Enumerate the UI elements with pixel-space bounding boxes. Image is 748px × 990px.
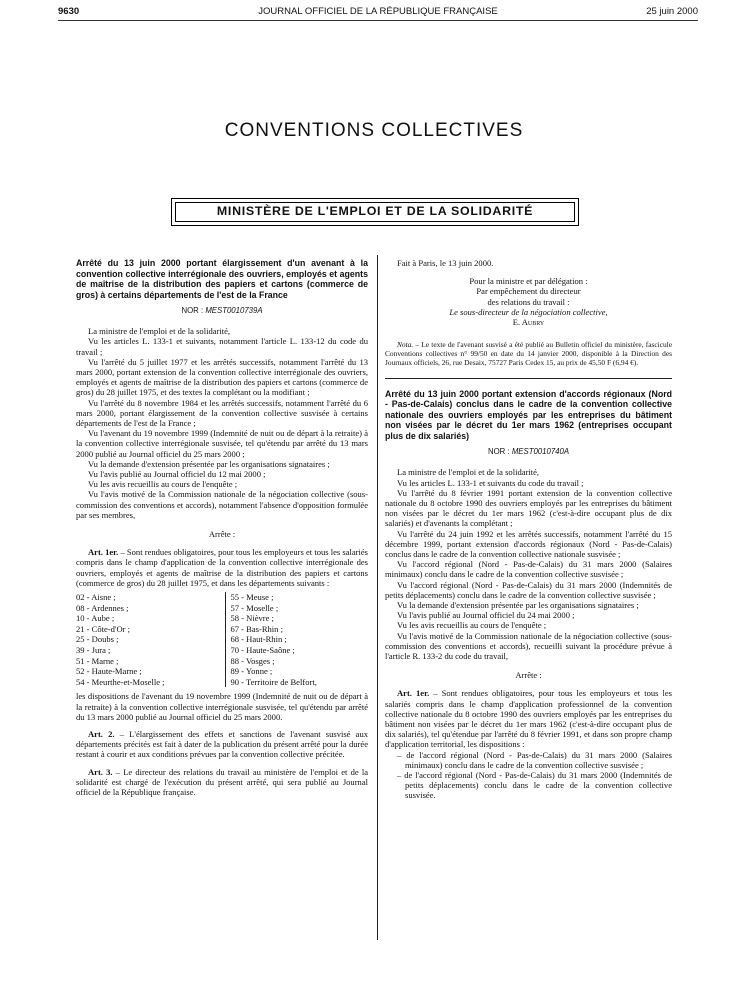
- arrete-heading: Arrête :: [208, 529, 236, 540]
- preamble-item: Vu l'arrêté du 8 novembre 1984 et les arrêtés successifs, notamment l'arrêté du 6 mars 2000, portant élargissement de la convention collective susvisée à certains départements de l'est de la France ;: [76, 397, 368, 429]
- header-rule: [58, 20, 698, 21]
- done-at: Fait à Paris, le 13 juin 2000.: [397, 258, 494, 268]
- issue-date: 25 juin 2000: [646, 6, 698, 17]
- signatory-name: E. Aubry: [512, 317, 545, 328]
- preamble-item: Vu l'arrêté du 5 juillet 1977 et les arrêtés successifs, notamment l'arrêté du 13 mars 2000, portant extension de la convention collective interrégionale des ouvriers, employés et agents de maîtrise de la distribution des papiers et cartons (commerce de gros) du 28 juillet 1975, et des textes la complétant ou la modifiant ;: [76, 356, 368, 398]
- preamble-intro: La ministre de l'emploi et de la solidarité,: [88, 326, 231, 337]
- journal-title: JOURNAL OFFICIEL DE LA RÉPUBLIQUE FRANÇAISE: [258, 6, 498, 17]
- disposition-item: – de l'accord régional (Nord - Pas-de-Calais) du 31 mars 2000 (Indemnités de petits déplacements) conclu dans le cadre de la convention collective susvisée.: [397, 770, 672, 801]
- department-item: 02 - Aisne ;: [76, 592, 116, 603]
- preamble-item: Vu l'arrêté du 24 juin 1992 et les arrêtés successifs, notamment l'arrêté du 15 décembre 1999, portant extension d'accords régionaux (Nord - Pas-de-Calais) conclus dans le cadre de la convention collective nationale susvisée ;: [385, 528, 672, 559]
- department-item: 88 - Vosges ;: [230, 655, 275, 666]
- article-1: Art. 1er. – Sont rendues obligatoires, pour tous les employeurs et tous les salariés compris dans le champ d'application de la convention collective interrégionale des ouvriers, employés et agents de maîtrise de la distribution des papiers et cartons (commerce de gros) du 28 juillet 1975, et dans les départements suivants :: [76, 547, 368, 588]
- dispositions-list: [385, 750, 672, 801]
- arrete-title: Arrêté du 13 juin 2000 portant extension d'accords régionaux (Nord - Pas-de-Calais) conclus dans le cadre de la convention collective nationale des ouvriers employés par les entreprises du bâtiment non visées par le décret du 1er mars 1962 (entreprises occupant plus de dix salariés): [385, 388, 672, 441]
- department-item: 08 - Ardennes ;: [76, 602, 129, 613]
- preamble-item: Vu l'avenant du 19 novembre 1999 (Indemnité de nuit ou de départ à la retraite) à la convention collective interrégionale susvisée, tel qu'étendu par arrêté du 13 mars 2000 publié au Journal officiel du 25 mars 2000 ;: [76, 428, 368, 459]
- department-item: 55 - Meuse ;: [230, 592, 274, 603]
- nor-code: MEST0010740A: [511, 447, 570, 457]
- article-label: Art. 1er.: [88, 547, 119, 558]
- preamble-item: Vu la demande d'extension présentée par les organisations signataires ;: [397, 599, 639, 610]
- preamble-item: Vu l'avis motivé de la Commission nationale de la négociation collective (sous-commission des conventions et accords), recueilli suivant la procédure prévue à l'article R. 133-2 du code du travail,: [385, 630, 672, 661]
- department-item: 90 - Territoire de Belfort,: [230, 676, 317, 687]
- section-title: CONVENTIONS COLLECTIVES: [224, 120, 524, 141]
- nor-reference: [385, 447, 672, 457]
- page-header: [58, 6, 698, 20]
- disposition-item: – de l'accord régional (Nord - Pas-de-Calais) du 31 mars 2000 (Salaires minimaux) conclu dans le cadre de la convention collective susvisée ;: [397, 749, 672, 770]
- preamble-item: Vu l'accord régional (Nord - Pas-de-Calais) du 31 mars 2000 (Indemnités de petits déplacements) conclu dans le cadre de la convention collective susvisée ;: [385, 579, 672, 600]
- nota: Nota. – Le texte de l'avenant susvisé a été publié au Bulletin officiel du ministère, fascicule Conventions collectives n° 99/50 en date du 14 janvier 2000, disponible à la Direction des Journaux officiels, 26, rue Desaix, 75727 Paris Cedex 15, au prix de 45,50 F (6,94 €).: [385, 340, 672, 367]
- department-item: 21 - Côte-d'Or ;: [76, 623, 130, 634]
- nor-reference: [76, 306, 368, 316]
- preamble-intro: La ministre de l'emploi et de la solidarité,: [397, 467, 540, 478]
- signature-block: [385, 276, 672, 307]
- signatory-role: Le sous-directeur de la négociation collective,: [449, 306, 608, 317]
- right-column: [385, 258, 672, 801]
- column-divider: [377, 255, 378, 940]
- preamble-item: Vu l'arrêté du 8 février 1991 portant extension de la convention collective nationale du 8 octobre 1990 des ouvriers employés par les entreprises du bâtiment non visées par le décret du 1er mars 1962 (c'est-à-dire occupant plus de dix salariés) et d'avenants la complétant ;: [385, 487, 672, 529]
- preamble-item: Vu l'accord régional (Nord - Pas-de-Calais) du 31 mars 2000 (Salaires minimaux) conclu dans le cadre de la convention collective susvisée ;: [385, 559, 672, 580]
- department-item: 67 - Bas-Rhin ;: [230, 623, 283, 634]
- department-item: 58 - Nièvre ;: [230, 613, 274, 624]
- signature-line: Par empêchement du directeur: [476, 286, 581, 297]
- department-item: 25 - Doubs ;: [76, 634, 119, 645]
- ministry-box: [171, 198, 579, 226]
- preamble-item: Vu la demande d'extension présentée par les organisations signataires ;: [88, 458, 330, 469]
- page-number: 9630: [58, 6, 80, 17]
- ministry-title: MINISTÈRE DE L'EMPLOI ET DE LA SOLIDARITÉ: [175, 202, 575, 222]
- arrete-heading: Arrête :: [515, 670, 542, 681]
- article-1-tail: les dispositions de l'avenant du 19 novembre 1999 (Indemnité de nuit ou de départ à la retraite) à la convention collective interrégionale susvisée, tel qu'étendu par arrêté du 13 mars 2000 publié au Journal officiel du 25 mars 2000.: [76, 691, 368, 722]
- preamble-item: Vu l'avis publié au Journal officiel du 12 mai 2000 ;: [88, 469, 266, 480]
- nota-label: Nota.: [397, 340, 414, 350]
- article-label: Art. 3.: [88, 766, 113, 777]
- department-item: 39 - Jura ;: [76, 645, 111, 656]
- arrete-title: Arrêté du 13 juin 2000 portant élargissement d'un avenant à la convention collective interrégionale des ouvriers, employés et agents de maîtrise de la distribution des papiers et cartons (commerce de gros) à certains départements de l'est de la France: [76, 258, 368, 300]
- department-item: 57 - Moselle ;: [230, 602, 279, 613]
- preamble-item: Vu les articles L. 133-1 et suivants du code du travail ;: [397, 477, 584, 488]
- department-item: 70 - Haute-Saône ;: [230, 645, 295, 656]
- department-item: 54 - Meurthe-et-Moselle ;: [76, 676, 165, 687]
- department-item: 10 - Aube ;: [76, 613, 115, 624]
- article-label: Art. 1er.: [397, 688, 430, 699]
- article-1: Art. 1er. – Sont rendues obligatoires, pour tous les employeurs et tous les salariés compris dans le champ d'application professionnel de la convention collective nationale du 8 octobre 1990 des ouvriers employés par les entreprises du bâtiment non visées par le décret du 1er mars 1962 (c'est-à-dire occupant plus de dix salariés), tel qu'étendue par l'arrêté du 8 février 1991, et dans son propre champ d'application territorial, les dispositions :: [385, 688, 672, 750]
- department-column: [76, 592, 225, 687]
- department-item: 89 - Yonne ;: [230, 666, 273, 677]
- article-3: Art. 3. – Le directeur des relations du travail au ministère de l'emploi et de la solidarité est chargé de l'exécution du présent arrêté, qui sera publié au Journal officiel de la République française.: [76, 766, 368, 798]
- preamble-item: Vu les avis recueillis au cours de l'enquête ;: [88, 479, 238, 490]
- department-list: [76, 592, 368, 687]
- signature-line: des relations du travail :: [487, 296, 570, 307]
- preamble-item: Vu l'avis publié au Journal officiel du 24 mai 2000 ;: [397, 610, 575, 621]
- article-label: Art. 2.: [88, 729, 115, 740]
- preamble-list: [76, 336, 368, 520]
- department-item: 52 - Haute-Marne ;: [76, 666, 142, 677]
- nor-code: MEST0010739A: [205, 306, 263, 315]
- preamble-item: Vu les articles L. 133-1 et suivants, notamment l'article L. 133-12 du code du travail ;: [76, 336, 368, 357]
- separator: [385, 378, 672, 379]
- nor-label: NOR :: [181, 306, 204, 315]
- department-item: 51 - Marne ;: [76, 655, 119, 666]
- preamble-item: Vu les avis recueillis au cours de l'enquête ;: [397, 620, 547, 631]
- signature-line: Pour la ministre et par délégation :: [469, 276, 588, 287]
- article-2: Art. 2. – L'élargissement des effets et sanctions de l'avenant susvisé aux départements précités est fait à dater de la publication du présent arrêté pour la durée restant à courir et aux conditions prévues par la convention collective précitée.: [76, 729, 368, 760]
- department-column: [225, 592, 368, 687]
- preamble-list: [385, 478, 672, 662]
- nor-label: NOR :: [487, 447, 510, 457]
- preamble-item: Vu l'avis motivé de la Commission nationale de la négociation collective (sous-commission des conventions et accords), notamment l'absence d'opposition formulée par ses membres,: [76, 489, 368, 520]
- department-item: 68 - Haut-Rhin ;: [230, 634, 287, 645]
- left-column: [76, 258, 368, 797]
